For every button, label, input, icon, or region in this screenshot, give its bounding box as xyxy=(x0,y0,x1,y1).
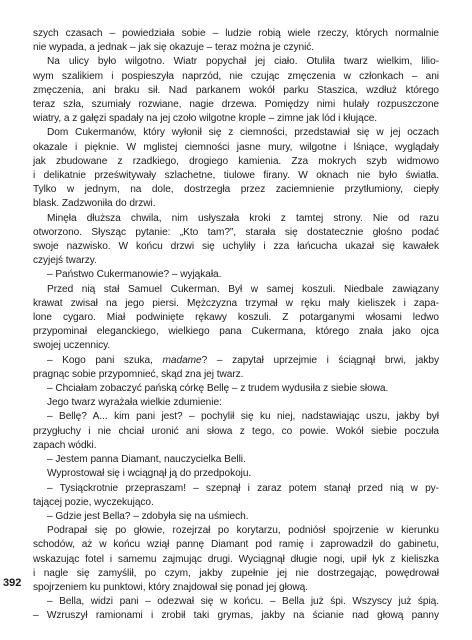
text-line: – Tysiąckrotnie przepraszam! – szepnął i zaraz potem stanął przed nią w py- xyxy=(47,482,439,494)
text-line: blask. Zadzwoniła do drzwi. xyxy=(33,198,156,210)
text-line: lone cygaro. Miał podwinięte rękawy koszuli. Z potarganymi włosami ledwo xyxy=(33,312,439,324)
text-line: jak zbudowane z rzadkiego, drogiego kamienia. Zza mokrych szyb widmowo xyxy=(33,155,439,167)
text-line: – Kogo pani szuka, madame? – zapytał uprzejmie i ściągnął brwi, jakby xyxy=(47,354,439,366)
text-line: przypominał eleganckiego, wielkiego pana Cukermana, którego znała jako ojca xyxy=(33,326,439,338)
text-line: – Jestem panna Diamant, nauczycielka Belli. xyxy=(47,454,246,466)
text-line: – Bellę? A... kim pani jest? – pochylił się ku niej, nadstawiając uszu, jakby był xyxy=(47,411,439,423)
text-line: Przed nią stał Samuel Cukerman. Był w samej koszuli. Niedbale zawiązany xyxy=(47,283,439,295)
text-line: wym szalikiem i pospieszyła naprzód, nie czując zmęczenia w członkach – ani xyxy=(33,70,439,82)
text-line: pragnąc sobie przypomnieć, skąd zna jej twarz. xyxy=(33,368,244,380)
text-line: zapach wódki. xyxy=(33,439,97,451)
text-line: tającej pozie, wyczekująco. xyxy=(33,496,154,508)
text-line: swoje nazwisko. W końcu drzwi się uchyliły i zza łańcucha ukazał się kawałek xyxy=(33,241,439,253)
text-line: Podrapał się po głowie, rozejrzał po korytarzu, podniósł spojrzenie w kierunku xyxy=(47,525,439,537)
text-line: szych czasach – powiedziała sobie – ludzie robią wiele rzeczy, których normalnie xyxy=(33,28,439,39)
text-line: okazale i pięknie. W mglistej ciemności jasne mury, wilgotne i lśniące, wyglądały xyxy=(33,141,439,153)
text-line: – Wzruszył ramionami i zrobił taki grymas, jakby na ścianie nad głową panny xyxy=(33,610,439,622)
text-line: czyjejś twarzy. xyxy=(33,255,97,267)
italic-word: madame xyxy=(162,354,202,366)
page-body-text xyxy=(33,27,439,624)
text-line: przygłuchy i nie chciał uronić ani słowa z tego, co powie. Wokół siebie poczuła xyxy=(33,425,439,437)
text-line: zmęczenia, ani braku sił. Nad parkanem wokół parku Staszica, wzdłuż którego xyxy=(33,84,439,96)
text-line: – Państwo Cukermanowie? – wyjąkała. xyxy=(47,269,222,281)
text-line: Jego twarz wyrażała wielkie zdumienie: xyxy=(47,397,222,409)
text-line: Dom Cukermanów, który wyłonił się z ciemności, przedstawiał się w jej oczach xyxy=(47,127,439,139)
text-line: Na ulicy było wilgotno. Wiatr popychał jej ciało. Otuliła twarz wielkim, lilio- xyxy=(47,56,439,68)
text-line: Tylko w jednym, na dole, dostrzegła przez zaciemnienie przytłumiony, ciepły xyxy=(33,184,439,196)
text-line: Wyprostował się i wciągnął ją do przedpokoju. xyxy=(47,468,252,480)
text-line: otworzono. Słysząc pytanie: „Kto tam?”, starała się dostatecznie głośno podać xyxy=(33,226,439,238)
page-number: 392 xyxy=(3,577,22,589)
text-line: teraz szła, szumiały rozwiane, nagie drzewa. Pomiędzy nimi hulały rozpuszczone xyxy=(33,99,439,111)
text-line: wiatry, a z gałęzi spadały na jej czoło wilgotne krople – zimne jak lód i kłujące. xyxy=(33,113,378,125)
text-line: – Gdzie jest Bella? – zdobyła się na uśmiech. xyxy=(47,510,249,522)
text-line: Minęła dłuższa chwila, nim usłyszała kroki z tamtej strony. Nie od razu xyxy=(47,212,439,224)
text-line: swojej uczennicy. xyxy=(33,340,111,352)
text-line: krawat zwisał na jego piersi. Mężczyzna trzymał w ręku mały kieliszek i zapa- xyxy=(33,297,439,309)
text-line: nie wypada, a jednak – jak się okazuje – teraz można je czynić. xyxy=(33,42,315,54)
text-line: – Bella, widzi pani – odezwał się w końcu. – Bella już śpi. Wszyscy już śpią. xyxy=(47,596,439,608)
text-line: spojrzeniem ku punktowi, który znajdował się ponad jej głową. xyxy=(33,581,308,593)
text-line: i nagle się zamyślił, po czym, jakby zupełnie jej nie dostrzegając, powędrował xyxy=(33,567,439,579)
text-line: – Chciałam zobaczyć pańską córkę Bellę – z trudem wydusiła z siebie słowa. xyxy=(47,383,389,395)
text-line: schodów, aż w końcu wziął pannę Diamant pod ramię i zaprowadził do gabinetu, xyxy=(33,539,439,551)
text-line: i delikatnie prześwitywały szlachetne, tiulowe firany. W oknach nie było światła. xyxy=(33,170,439,182)
text-line: wskazując fotel i samemu zajmując drugi. Wyciągnął długie nogi, upił łyk z kieliszka xyxy=(33,553,439,565)
